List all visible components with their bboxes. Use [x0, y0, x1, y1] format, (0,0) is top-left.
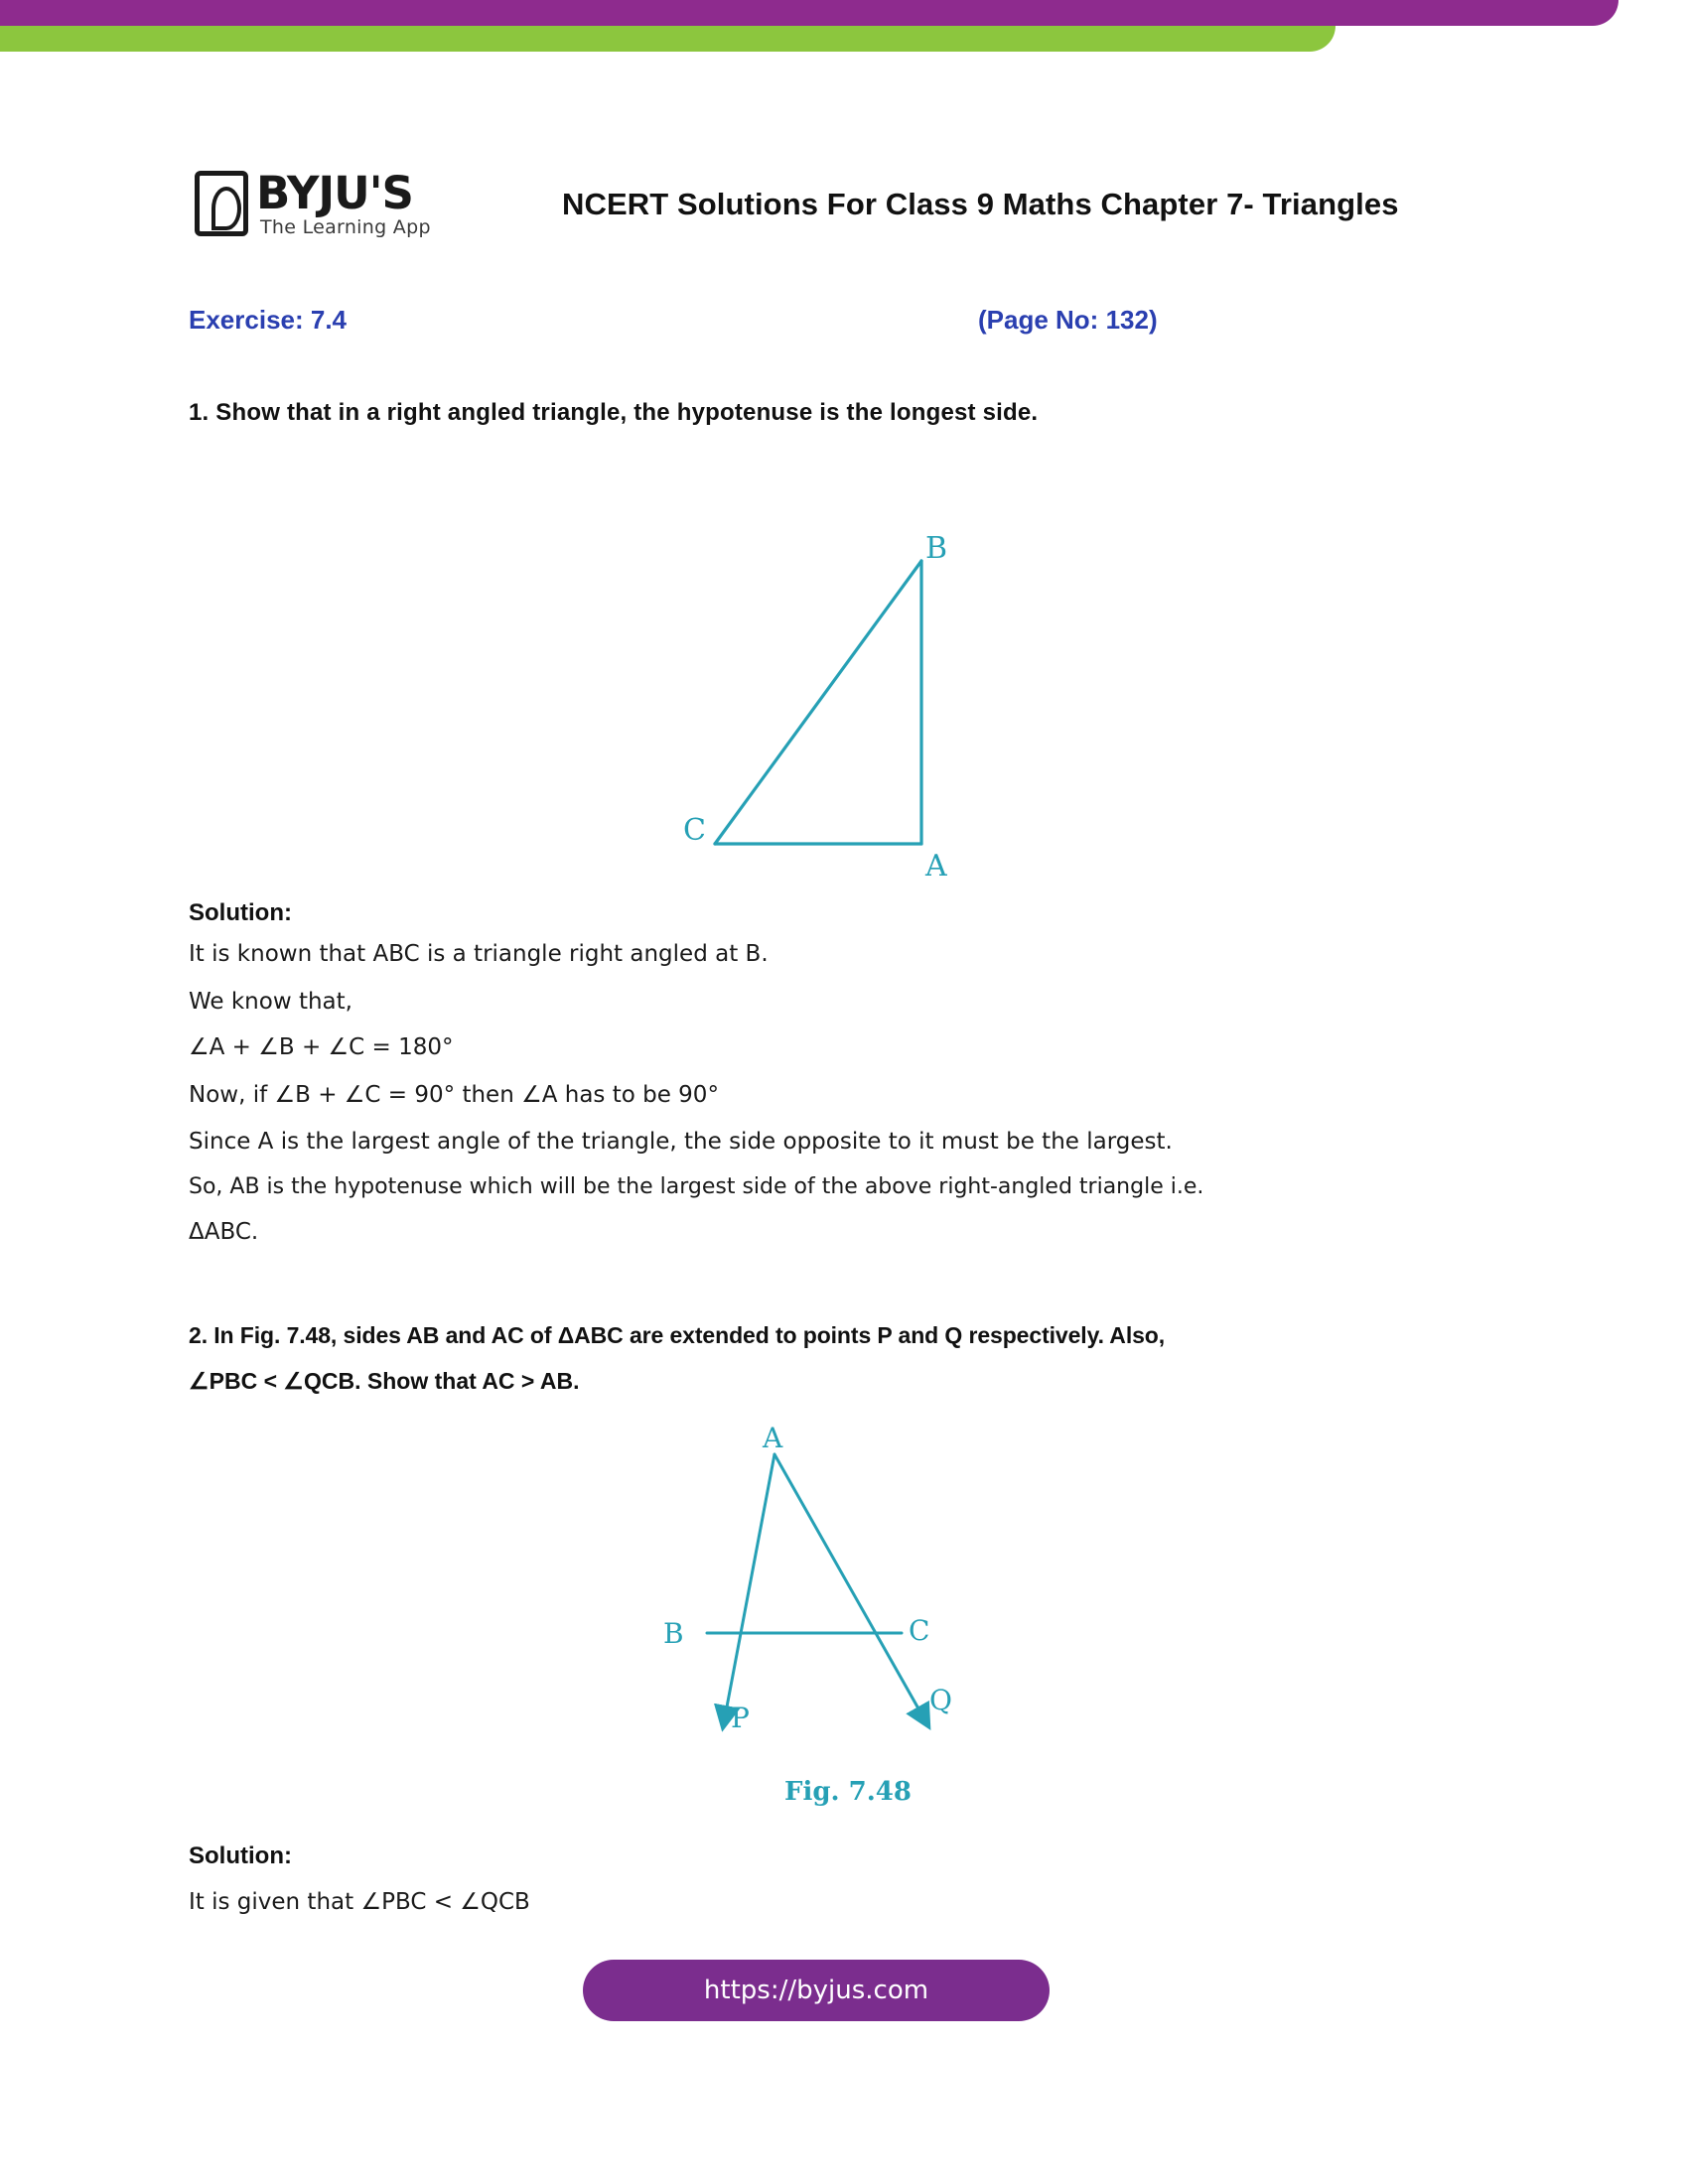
- figure1-label-b: B: [925, 531, 948, 566]
- footer-url-text: https://byjus.com: [703, 1976, 929, 2005]
- figure-right-triangle: [655, 526, 1013, 903]
- exercise-page-number: (Page No: 132): [978, 305, 1158, 335]
- top-green-bar: [0, 26, 1336, 52]
- question-2-line-2: ∠PBC < ∠QCB. Show that AC > AB.: [189, 1368, 580, 1394]
- byjus-logo: [195, 167, 483, 244]
- footer-url-pill[interactable]: [583, 1960, 1050, 2021]
- figure2-label-q: Q: [929, 1684, 952, 1716]
- solution-2-line-1: It is given that ∠PBC < ∠QCB: [189, 1889, 530, 1915]
- logo-tagline: The Learning App: [260, 216, 431, 238]
- solution-heading-2: Solution:: [189, 1843, 292, 1869]
- logo-b-inner-shape: [211, 187, 241, 230]
- figure1-label-c: C: [683, 813, 706, 848]
- solution-1-line-3: ∠A + ∠B + ∠C = 180°: [189, 1034, 454, 1060]
- logo-b-icon: [195, 171, 248, 236]
- figure2-label-p: P: [731, 1702, 750, 1734]
- page-header: [0, 79, 1688, 238]
- solution-1-line-5: Since A is the largest angle of the triangle, the side opposite to it must be the largest.: [189, 1129, 1173, 1155]
- solution-1-line-1: It is known that ABC is a triangle right angled at B.: [189, 941, 769, 967]
- question-1-text: 1. Show that in a right angled triangle, the hypotenuse is the longest side.: [189, 399, 1039, 426]
- figure2-label-a: A: [763, 1422, 783, 1454]
- figure2-label-c: C: [909, 1614, 930, 1647]
- figure-7-48: [635, 1420, 1053, 1807]
- figure2-label-b: B: [663, 1617, 684, 1650]
- exercise-label: Exercise: 7.4: [189, 305, 348, 335]
- solution-1-line-4: Now, if ∠B + ∠C = 90° then ∠A has to be 90°: [189, 1082, 719, 1108]
- solution-heading-1: Solution:: [189, 899, 292, 926]
- question-2-line-1: 2. In Fig. 7.48, sides AB and AC of ΔABC are extended to points P and Q respectively. Also,: [189, 1322, 1166, 1348]
- top-purple-bar: [0, 0, 1618, 26]
- solution-1-line-6: So, AB is the hypotenuse which will be the largest side of the above right-angled triangle i.e.: [189, 1174, 1204, 1199]
- logo-wordmark: BYJU'S: [256, 167, 413, 219]
- figure1-label-a: A: [925, 849, 947, 884]
- solution-1-line-2: We know that,: [189, 989, 352, 1015]
- solution-1-line-7: ΔABC.: [189, 1219, 259, 1245]
- page-title: NCERT Solutions For Class 9 Maths Chapter 7- Triangles: [562, 187, 1399, 221]
- figure-7-48-caption: Fig. 7.48: [784, 1777, 912, 1807]
